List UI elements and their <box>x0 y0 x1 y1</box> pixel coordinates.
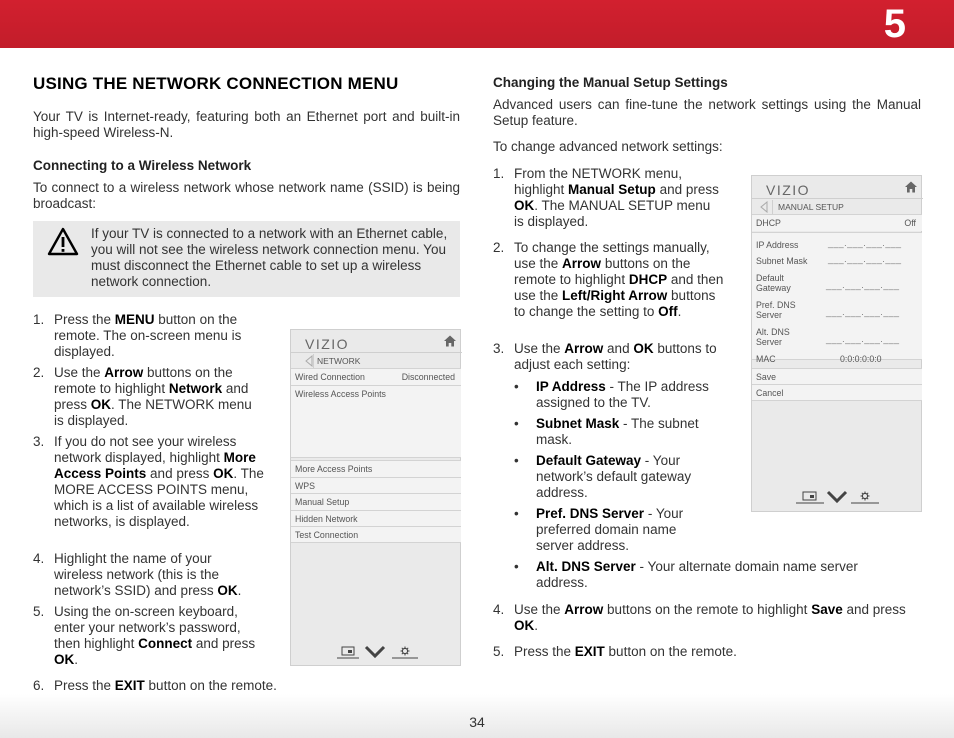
field-label-ip-address: IP Address <box>756 240 799 250</box>
manual-setup-menu-panel <box>751 175 922 512</box>
mac-value: 0:0:0:0:0:0 <box>840 354 882 364</box>
field-label-alt-dns-1: Alt. DNS <box>756 327 790 337</box>
chevron-down-icon[interactable] <box>364 645 386 659</box>
warning-text: If your TV is connected to a network with an Ethernet cable, you will not see the wireless network connection menu. You must disconnect the Ethernet cable to set up a wireless network connection. <box>91 226 448 289</box>
field-label-mac: MAC <box>756 354 776 364</box>
field-label-pref-dns-2: Server <box>756 310 782 320</box>
pref-dns-input[interactable]: ___.___.___.___ <box>826 307 900 317</box>
menu-row-hidden-network[interactable]: Hidden Network <box>291 510 461 527</box>
back-arrow-icon[interactable] <box>305 355 313 367</box>
input-icon[interactable] <box>337 645 359 659</box>
default-gateway-input[interactable]: ___.___.___.___ <box>826 280 900 290</box>
field-label-pref-dns-1: Pref. DNS <box>756 300 796 310</box>
manual-setup-subhead: Changing the Manual Setup Settings <box>493 75 728 90</box>
section-title: USING THE NETWORK CONNECTION MENU <box>33 74 399 93</box>
warning-box <box>33 221 460 297</box>
chapter-number: 5 <box>883 2 906 46</box>
menu-row-dhcp[interactable]: DHCP Off <box>752 214 922 231</box>
field-label-alt-dns-2: Server <box>756 337 782 347</box>
wireless-lead: To connect to a wireless network whose network name (SSID) is being broadcast: <box>33 180 460 211</box>
alt-dns-input[interactable]: ___.___.___.___ <box>826 334 900 344</box>
gear-icon[interactable] <box>392 645 418 659</box>
network-menu-panel <box>290 329 461 666</box>
breadcrumb: MANUAL SETUP <box>778 202 844 212</box>
manual-setup-lead: To change advanced network settings: <box>493 139 723 154</box>
chapter-header-bar <box>0 0 954 48</box>
field-label-default-gateway-1: Default <box>756 273 784 283</box>
warning-triangle-icon <box>47 227 79 257</box>
save-button[interactable]: Save <box>752 368 922 385</box>
menu-row-wired-connection[interactable]: Wired Connection Disconnected <box>291 368 461 385</box>
page-number: 34 <box>469 714 485 730</box>
menu-row-wireless-access-points[interactable]: Wireless Access Points <box>291 385 461 458</box>
field-label-subnet-mask: Subnet Mask <box>756 256 808 266</box>
home-icon[interactable] <box>904 180 918 194</box>
chevron-down-icon[interactable] <box>826 490 848 504</box>
menu-row-test-connection[interactable]: Test Connection <box>291 526 461 543</box>
menu-row-manual-setup[interactable]: Manual Setup <box>291 493 461 510</box>
back-arrow-icon[interactable] <box>760 201 768 213</box>
field-label-default-gateway-2: Gateway <box>756 283 791 293</box>
input-icon[interactable] <box>796 490 824 504</box>
breadcrumb: NETWORK <box>317 356 361 366</box>
menu-row-more-access-points[interactable]: More Access Points <box>291 460 461 477</box>
ip-address-input[interactable]: ___.___.___.___ <box>828 238 902 248</box>
vizio-logo: VIZIO <box>305 336 350 352</box>
manual-setup-intro: Advanced users can fine-tune the network settings using the Manual Setup feature. <box>493 97 921 128</box>
vizio-logo: VIZIO <box>766 182 811 198</box>
cancel-button[interactable]: Cancel <box>752 384 922 401</box>
gear-icon[interactable] <box>851 490 879 504</box>
subnet-mask-input[interactable]: ___.___.___.___ <box>828 254 902 264</box>
menu-row-wps[interactable]: WPS <box>291 477 461 494</box>
intro-paragraph: Your TV is Internet-ready, featuring both an Ethernet port and built-in high-speed Wireless-N. <box>33 109 460 140</box>
wireless-subhead: Connecting to a Wireless Network <box>33 158 252 173</box>
home-icon[interactable] <box>443 334 457 348</box>
